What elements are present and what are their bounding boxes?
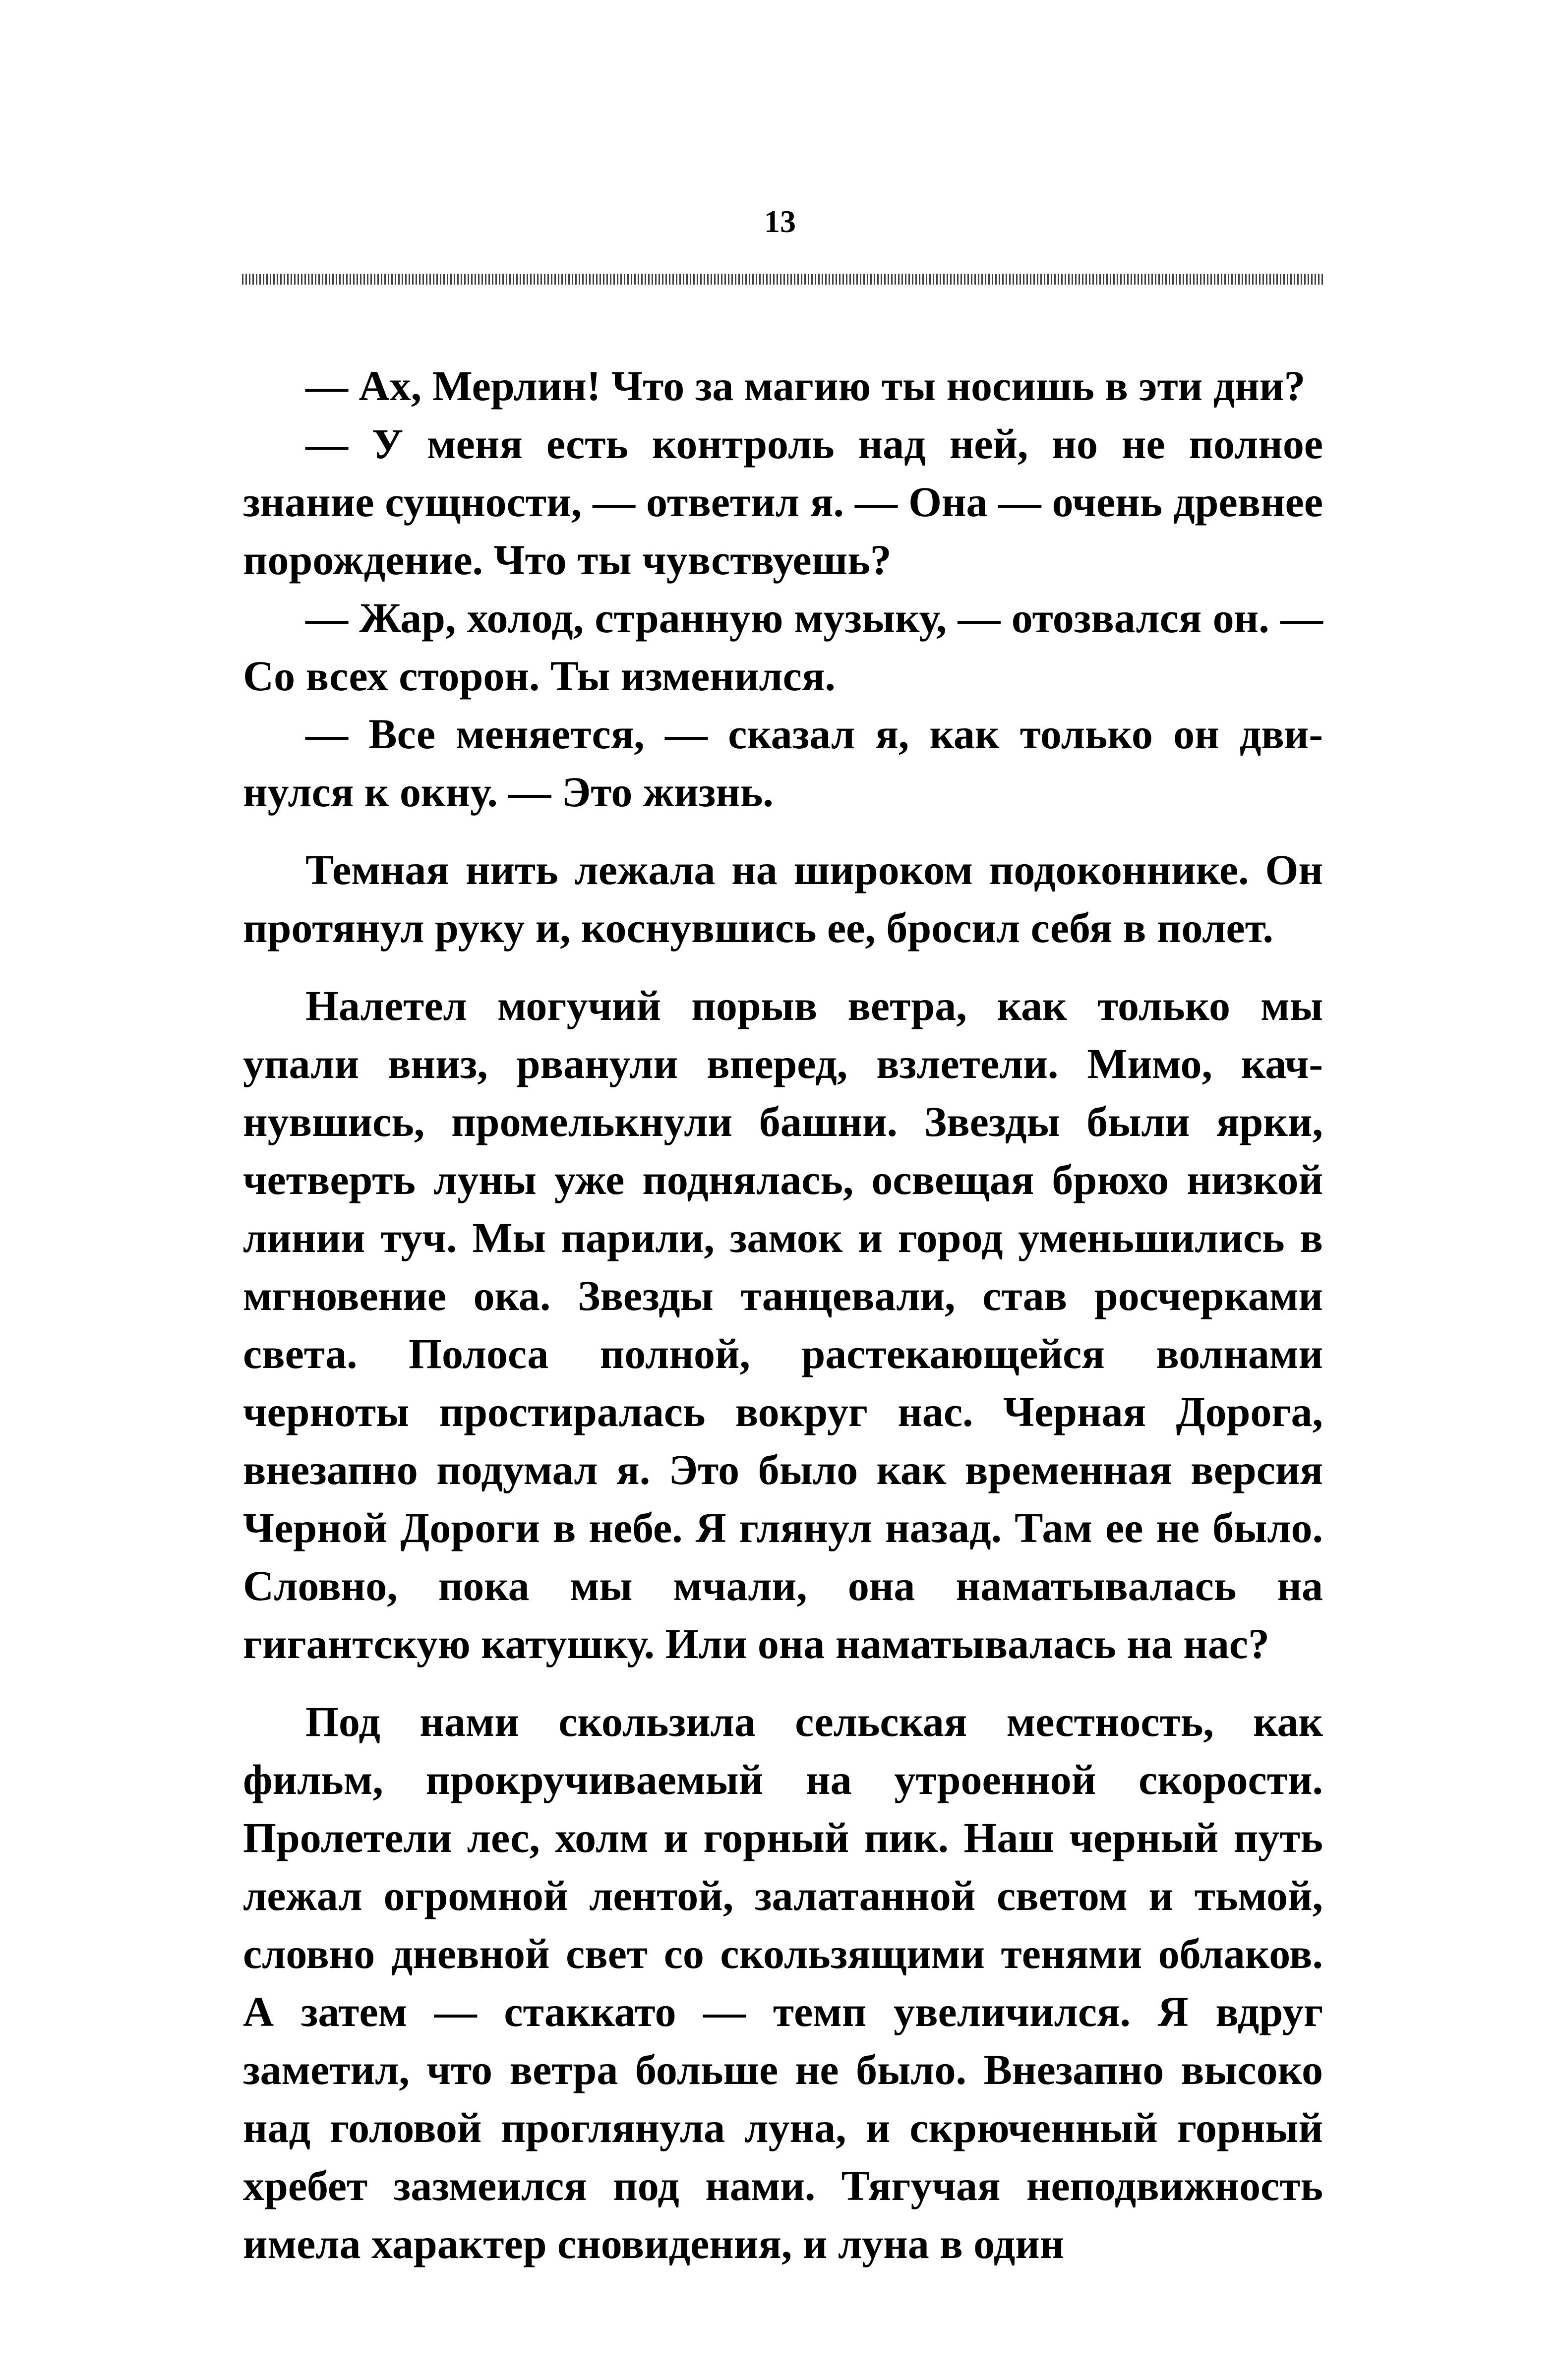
paragraph: — Ах, Мерлин! Что за магию ты носишь в эти дни? (305, 362, 1306, 410)
paragraph: Под нами скользила сельская местность, как фильм, прокручиваемый на утроенной скорости. Пролетели лес, холм и горный пик. Наш черный путь лежал огромной лентой, залатанной светом и тьмой, словно дневной свет со скользящими тенями облаков. А затем — стаккато — темп увеличился. Я вдруг заметил, что ветра больше не было. Внезапно высоко над головой проглянула луна, и скрюченный горный хребет зазмеился под нами. Тягучая неподвижность имела характер сновидения, и луна в один (243, 1698, 1323, 2267)
paragraph: Налетел могучий порыв ветра, как только мы упали вниз, рванули вперед, взлетели. Мимо, качнувшись, промелькнули башни. Звезды были ярки, четверть луны уже поднялась, освещая брюхо низкой линии туч. Мы парили, замок и город уменьшились в мгновение ока. Звезды танцевали, став росчерками света. Полоса полной, растекающейся волнами черноты простиралась вокруг нас. Черная Дорога, внезапно подумал я. Это было как временная версия Черной Дороги в небе. Я глянул назад. Там ее не было. Словно, пока мы мчали, она наматывалась на гигантскую катушку. Или она наматывалась на нас? (243, 982, 1323, 1667)
paragraph: Темная нить лежала на широком подоконнике. Он протянул руку и, коснувшись ее, бросил себя в полет. (243, 846, 1323, 952)
paragraph: — Жар, холод, странную музыку, — отозвался он. — Со всех сторон. Ты изменился. (243, 594, 1323, 700)
header-rule (242, 274, 1323, 285)
paragraph: — У меня есть контроль над ней, но не полное знание сущности, — ответил я. — Она — очень древнее порождение. Что ты чувствуешь? (243, 420, 1323, 584)
paragraph: — Все меняется, — сказал я, как только он двинулся к окну. — Это жизнь. (243, 710, 1323, 816)
page-text (243, 357, 1323, 2273)
page-number: 13 (764, 204, 796, 239)
